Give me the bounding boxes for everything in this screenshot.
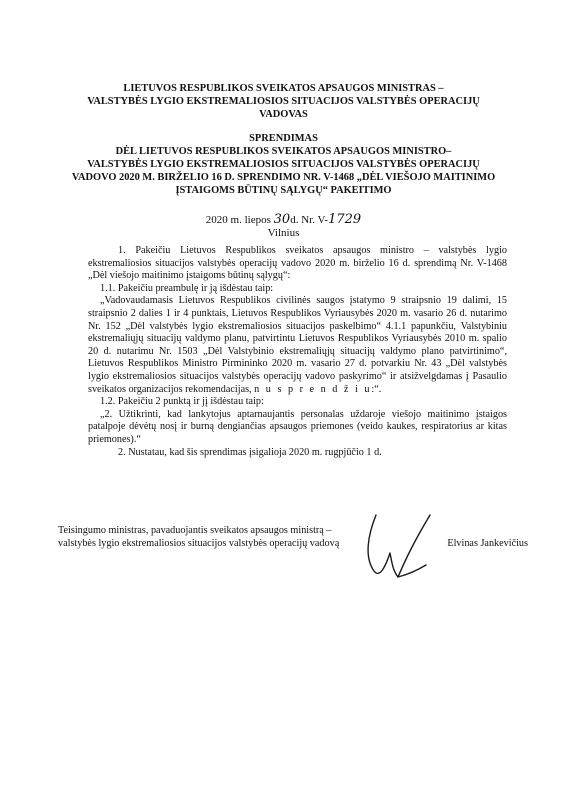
point-2-quote: „2. Užtikrinti, kad lankytojus aptarnaujantis personalas uždaroje viešojo maitinimo įstaigos patalpoje dėvėtų nosį ir burną dengiančias apsaugos priemones (veido kaukes, respiratorius ar kitas priemones).“ [88, 408, 507, 445]
position-line: valstybės lygio ekstremaliosios situacijos valstybės operacijų vadovą [58, 537, 340, 549]
title-line: VALSTYBĖS LYGIO EKSTREMALIOSIOS SITUACIJOS VALSTYBĖS OPERACIJŲ [87, 159, 480, 170]
signatory-position [58, 525, 388, 550]
title-line: SPRENDIMAS [249, 133, 318, 144]
document-title [40, 132, 527, 197]
issuer-line: VADOVAS [259, 109, 308, 120]
date-and-number [0, 213, 567, 240]
signature-block [58, 525, 528, 585]
signatory-name: Elvinas Jankevičius [447, 538, 528, 549]
issuer-line: LIETUVOS RESPUBLIKOS SVEIKATOS APSAUGOS MINISTRAS – [123, 83, 444, 94]
number-prefix: d. Nr. V- [290, 214, 329, 226]
paragraph-1-2: 1.2. Pakeičiu 2 punktą ir jį išdėstau taip: [100, 396, 264, 408]
handwritten-signature [346, 505, 436, 585]
title-line: DĖL LIETUVOS RESPUBLIKOS SVEIKATOS APSAUGOS MINISTRO– [115, 146, 452, 157]
title-line: ĮSTAIGOMS BŪTINŲ SĄLYGŲ“ PAKEITIMO [175, 185, 392, 196]
preamble-quote [88, 295, 507, 396]
position-line: Teisingumo ministras, pavaduojantis sveikatos apsaugos ministrą – [58, 525, 332, 536]
preamble-end: :“. [371, 383, 382, 395]
paragraph-2: 2. Nustatau, kad šis sprendimas įsigalioja 2020 m. rugpjūčio 1 d. [118, 446, 382, 458]
date-prefix: 2020 m. liepos [205, 214, 271, 226]
issuer-heading [40, 82, 527, 121]
paragraph-1: 1. Pakeičiu Lietuvos Respublikos sveikatos apsaugos ministro – valstybės lygio ekstremaliosios situacijos valstybės operacijų vadovo 2020 m. birželio 16 d. sprendimą Nr. V-1468 „Dėl viešojo maitinimo įstaigoms būtinų sąlygų“: [88, 245, 507, 282]
decision-body [88, 245, 507, 459]
handwritten-number: 1729 [328, 212, 362, 227]
title-line: VADOVO 2020 M. BIRŽELIO 16 D. SPRENDIMO NR. V-1468 „DĖL VIEŠOJO MAITINIMO [71, 172, 496, 183]
handwritten-day: 30 [273, 212, 291, 227]
decision-word: n u s p r e n d ž i u [254, 383, 372, 395]
paragraph-1-1: 1.1. Pakeičiu preambulę ir ją išdėstau taip: [100, 282, 274, 294]
city: Vilnius [267, 227, 300, 239]
issuer-line: VALSTYBĖS LYGIO EKSTREMALIOSIOS SITUACIJOS VALSTYBĖS OPERACIJŲ [87, 96, 480, 107]
preamble-text: „Vadovaudamasis Lietuvos Respublikos civilinės saugos įstatymo 9 straipsnio 19 dalimi, 15 straipsnio 2 dalies 1 ir 4 punktais, Lietuvos Respublikos Vyriausybės 2020 m. vasario 26 d. nutarimo Nr. 152 „Dėl valstybės lygio ekstremaliosios situacijos paskelbimo“ 4.1.1 papunkčiu, Valstybiniu ekstremaliųjų situacijų valdymo planu, patvirtintu Lietuvos Respublikos Vyriausybės 2010 m. spalio 20 d. nutarimu Nr. 1503 „Dėl Valstybinio ekstremaliųjų situacijų valdymo plano patvirtinimo“, Lietuvos Respublikos Ministro Pirmininko 2020 m. vasario 27 d. potvarkiu Nr. 43 „Dėl valstybės lygio ekstremaliosios situacijos valstybės operacijų vadovo paskyrimo“ ir atsižvelgdamas į Pasaulio sveikatos organizacijos rekomendacijas, [88, 295, 507, 395]
